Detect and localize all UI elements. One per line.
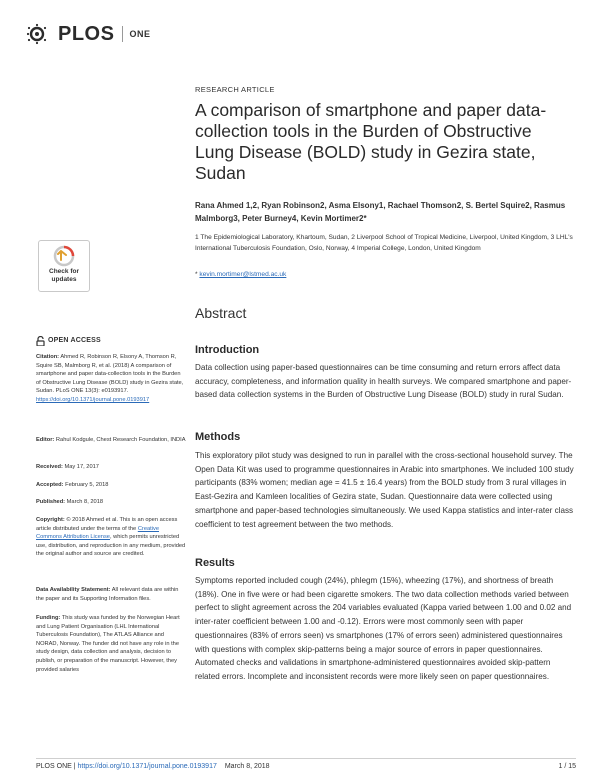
check-updates-icon	[53, 245, 75, 267]
plos-logo[interactable]	[26, 22, 150, 46]
journal-name: ONE	[129, 29, 151, 39]
correspondence-mark: *	[195, 271, 200, 278]
copyright-block: Copyright: © 2018 Ahmed et al. This is an open access article distributed under the terms of the Creative Commons Attribution License, which permits unrestricted use, distribution, and reproduction in any medium, provided the original author and source are credited.	[36, 517, 186, 558]
article-title: A comparison of smartphone and paper data-collection tools in the Burden of Obstructive Lung Disease (BOLD) study in Gezira state, Sudan	[195, 100, 547, 183]
accepted-date: Accepted: February 5, 2018	[36, 482, 109, 488]
citation-doi-link[interactable]: https://doi.org/10.1371/journal.pone.0193917	[36, 396, 150, 403]
introduction-heading: Introduction	[195, 344, 260, 356]
license-link[interactable]: Creative Commons Attribution License	[36, 525, 159, 541]
published-date: Published: March 8, 2018	[36, 499, 104, 505]
citation-block: Citation: Ahmed R, Robinson R, Elsony A, Thomson R, Squire SB, Malmborg R, et al. (2018) A comparison of smartphone and paper data-collection tools in the Burden of Obstructive Lung Disease (BOLD) study in Gezira state, Sudan. PLoS ONE 13(3): e0193917. https://doi.org/10.1371/journal.pone.0193917	[36, 354, 184, 403]
methods-text: This exploratory pilot study was designed to run in parallel with the cross-sectional household survey. The Open Data Kit was used to programme questionnaires in Arabic into smartphones. We included 100 study participants (83% women; median age = 41.5 ± 16.4 years) from the BOLD study from 3 rural villages in East-Gezira and Kamleen localities of Gezira state, Sudan. Questionnaire data were collected using smartphone and paper-based technologies simultaneously. We used Kappa statistics and inter-rater class coefficient to test agreement between the two methods.	[195, 451, 574, 529]
footer-journal: PLOS ONE	[36, 763, 72, 770]
page-footer	[36, 758, 576, 770]
results-text: Symptoms reported included cough (24%), phlegm (15%), wheezing (17%), and shortness of breath (18%). One in five were or had been cigarette smokers. The two data collection methods varied between perfect to slight agreement across the 204 variables evaluated (Kappa varied between 1.00 and 0.02 and inter-rater coefficient between 1.00 and -0.12). Errors were most commonly seen with paper questionnaires (83% of errors seen) vs smartphones (17% of errors seen) administered questionnaires with questions with complex skip-patterns being a major source of errors in paper questionnaires. Automated checks and validations in smartphone-administered questionnaires avoided skip-pattern related errors. Incomplete and inconsistent records were more likely seen on paper questionnaires.	[195, 576, 572, 681]
editor-block: Editor: Rahul Kodgule, Chest Research Foundation, INDIA	[36, 437, 186, 443]
footer-date: March 8, 2018	[224, 763, 270, 770]
badge-label: Check for updates	[49, 268, 79, 283]
methods-heading: Methods	[195, 431, 241, 443]
plos-logo-icon	[26, 23, 56, 45]
received-date: Received: May 17, 2017	[36, 464, 99, 470]
page-number: 1 / 15	[558, 763, 576, 770]
footer-left: PLOS ONE | https://doi.org/10.1371/journal.pone.0193917 March 8, 2018	[36, 763, 270, 770]
results-heading: Results	[195, 557, 235, 569]
correspondence-email-link[interactable]: kevin.mortimer@lstmed.ac.uk	[199, 271, 287, 278]
affiliations: 1 The Epidemiological Laboratory, Khartoum, Sudan, 2 Liverpool School of Tropical Medicine, Liverpool, United Kingdom, 3 LHL's International Tuberculosis Foundation, Oslo, Norway, 4 Imperial College, London, United Kingdom	[195, 234, 573, 252]
abstract-heading: Abstract	[195, 305, 247, 321]
check-for-updates-badge[interactable]	[38, 240, 90, 292]
open-lock-icon	[36, 336, 45, 346]
logo-separator	[122, 26, 123, 42]
author-list: Rana Ahmed 1,2, Ryan Robinson2, Asma Elsony1, Rachael Thomson2, S. Bertel Squire2, Rasmus Malmborg3, Peter Burney4, Kevin Mortimer2*	[195, 201, 566, 223]
open-access-label: OPEN ACCESS	[36, 336, 186, 346]
funding-block: Funding: This study was funded by the Norwegian Heart and Lung Patient Organisation (LHL International Tuberculosis Foundation), The ATLAS Alliance and NORAD, Norway. The funder did not have any role in the study design, data collection and analysis, decision to publish, or preparation of the manuscript. However, they provided salaries	[36, 615, 180, 673]
correspondence	[195, 271, 575, 278]
article-type: RESEARCH ARTICLE	[195, 85, 275, 94]
introduction-text: Data collection using paper-based questionnaires can be time consuming and return errors affect data accuracy, completeness, and information quality in health surveys. We compared smartphone and paper-based data collection systems in the Burden of Obstructive Lung Disease (BOLD) study in rural Sudan.	[195, 363, 572, 400]
footer-doi-link[interactable]: https://doi.org/10.1371/journal.pone.0193917	[77, 763, 217, 770]
data-availability-block: Data Availability Statement: All relevant data are within the paper and its Supporting Information files.	[36, 587, 179, 602]
logo-text: PLOS	[58, 22, 115, 45]
